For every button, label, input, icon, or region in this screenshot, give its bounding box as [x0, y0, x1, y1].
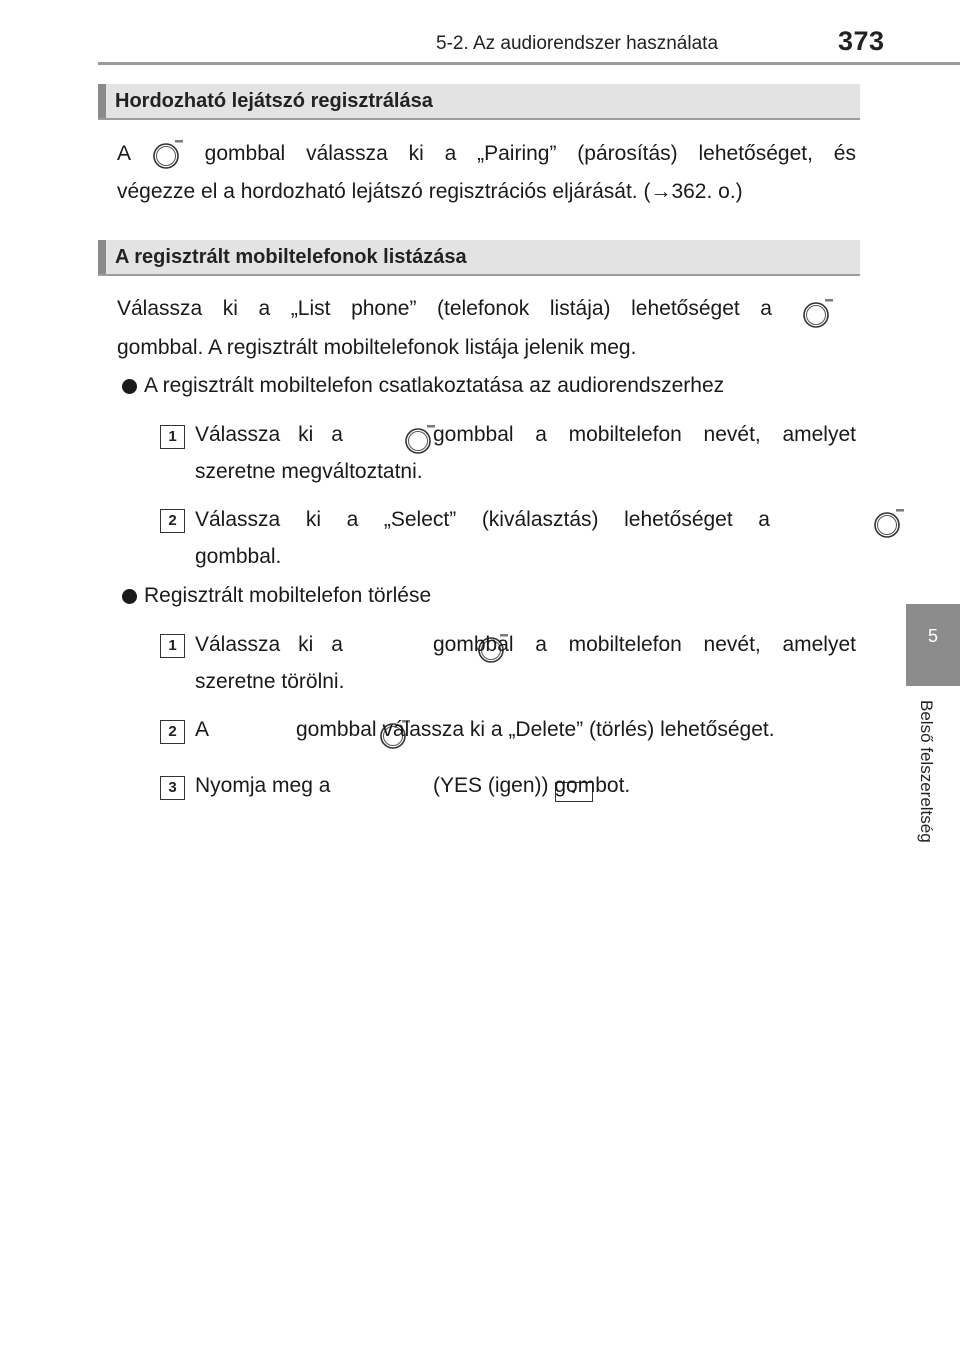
word: A: [117, 142, 132, 165]
word: lehetőséget: [624, 508, 733, 531]
word: a: [535, 423, 547, 446]
step-number: 3: [160, 776, 185, 800]
heading-marker: [98, 240, 106, 274]
word: válassza: [306, 142, 388, 165]
step-line: szeretne törölni.: [195, 670, 345, 693]
word: (kiválasztás): [481, 508, 599, 531]
word: Válassza: [117, 297, 203, 320]
word: a: [760, 297, 772, 320]
word: gombbal: [433, 633, 514, 656]
step-line: Nyomja meg a: [195, 774, 331, 797]
word: mobiltelefon: [568, 633, 682, 656]
step-line: [433, 418, 856, 452]
word: phone”: [351, 297, 417, 320]
word: amelyet: [782, 423, 856, 446]
word: „List: [290, 297, 331, 320]
step-line: gombbal válassza ki a „Delete” (törlés) lehetőséget.: [296, 718, 775, 741]
word: „Select”: [383, 508, 457, 531]
step-line: gombbal.: [195, 545, 282, 568]
step-line: [433, 628, 856, 662]
word: A: [195, 718, 210, 741]
word: nevét,: [703, 423, 761, 446]
word: ki: [222, 297, 238, 320]
section-title: Hordozható lejátszó regisztrálása: [115, 90, 433, 112]
paragraph-line: gombbal. A regisztrált mobiltelefonok listája jelenik meg.: [117, 336, 637, 359]
chapter-label-wrap: [916, 700, 936, 870]
word: „Pairing”: [477, 142, 557, 165]
word: amelyet: [782, 633, 856, 656]
word: és: [833, 142, 856, 165]
heading-marker: [98, 84, 106, 118]
word: nevét,: [703, 633, 761, 656]
paragraph-line: [117, 292, 772, 326]
word: a: [535, 633, 547, 656]
step-number: 2: [160, 720, 185, 744]
bullet-icon: [122, 379, 137, 394]
word: ki: [298, 633, 314, 656]
step-number: 2: [160, 509, 185, 533]
word: ki: [298, 423, 314, 446]
step-line: [195, 418, 343, 452]
section-header: 5-2. Az audiorendszer használata: [436, 33, 719, 54]
bullet-text: Regisztrált mobiltelefon törlése: [144, 584, 432, 607]
tune-knob-icon: [152, 138, 184, 170]
word: ki: [408, 142, 424, 165]
paragraph-line: végezze el a hordozható lejátszó regisztrációs eljárását. (→362. o.): [117, 180, 743, 203]
bullet-icon: [122, 589, 137, 604]
chapter-number: 5: [927, 626, 938, 646]
header-rule: [98, 62, 960, 65]
word: (telefonok: [437, 297, 530, 320]
step-number: 1: [160, 634, 185, 658]
word: a: [331, 633, 343, 656]
word: gombbal: [433, 423, 514, 446]
tune-knob-icon: [873, 507, 905, 539]
section-title: A regisztrált mobiltelefonok listázása: [115, 246, 467, 268]
word: mobiltelefon: [568, 423, 682, 446]
step-number: 1: [160, 425, 185, 449]
tune-knob-icon: [404, 423, 436, 455]
section-heading-bar: [98, 84, 860, 120]
word: ki: [305, 508, 321, 531]
tune-knob-icon: [802, 297, 834, 329]
word: a: [444, 142, 457, 165]
chapter-label: Belső felszereltség: [917, 700, 936, 843]
word: Válassza: [195, 423, 281, 446]
bullet-text: A regisztrált mobiltelefon csatlakoztatása az audiorendszerhez: [144, 374, 725, 397]
word: Válassza: [195, 633, 281, 656]
word: Válassza: [195, 508, 281, 531]
page-number: 373: [838, 26, 885, 56]
step-line: [195, 628, 343, 662]
word: listája): [549, 297, 611, 320]
word: a: [258, 297, 271, 320]
step-line: [195, 503, 770, 537]
section-heading-bar: [98, 240, 860, 276]
paragraph-line: [117, 137, 856, 171]
word: a: [331, 423, 343, 446]
word: (párosítás): [577, 142, 678, 165]
word: lehetőséget,: [698, 142, 813, 165]
step-line: (YES (igen)) gombot.: [433, 774, 631, 797]
word: a: [758, 508, 770, 531]
word: gombbal: [204, 142, 286, 165]
step-line: szeretne megváltoztatni.: [195, 460, 423, 483]
word: lehetőséget: [631, 297, 740, 320]
word: a: [346, 508, 359, 531]
